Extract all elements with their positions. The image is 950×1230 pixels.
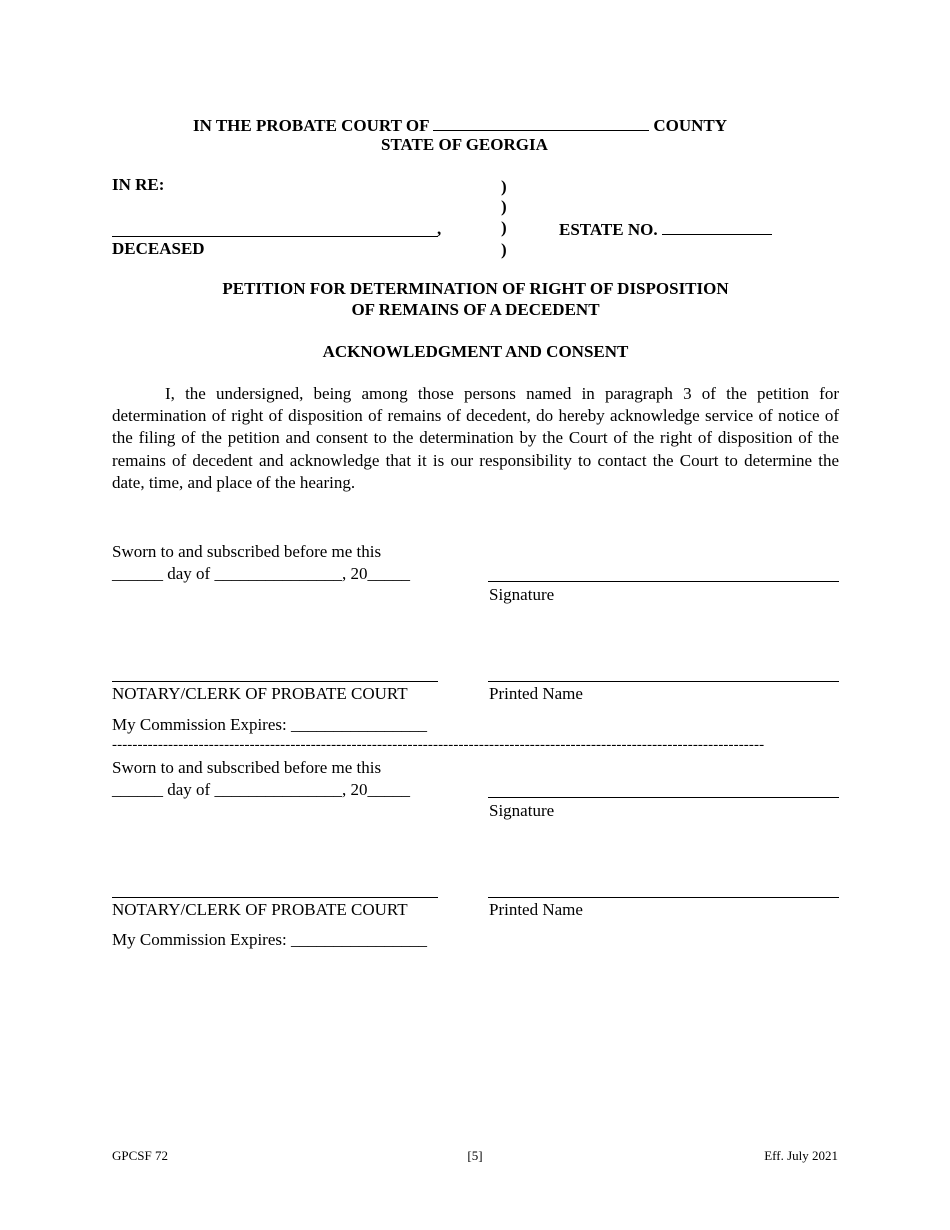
- caption-paren-3: ): [501, 218, 507, 237]
- dashed-separator: --------------------------------------------------------------------------------------------------------------------------------: [112, 737, 765, 753]
- form-id: GPCSF 72: [112, 1148, 168, 1163]
- day-of-line-1[interactable]: ______ day of _______________, 20_____: [112, 564, 410, 583]
- effective-date: Eff. July 2021: [764, 1148, 838, 1163]
- court-suffix: COUNTY: [653, 116, 728, 135]
- printed-name-line-2[interactable]: [488, 897, 839, 898]
- court-prefix: IN THE PROBATE COURT OF: [193, 116, 429, 135]
- petition-title-line2: OF REMAINS OF A DECEDENT: [351, 300, 600, 319]
- caption-paren-2: ): [501, 197, 507, 216]
- consent-paragraph: I, the undersigned, being among those persons named in paragraph 3 of the petition for determination of right of disposition of remains of decedent, do hereby acknowledge service of notice of the filing of the petition and consent to the determination by the Court of the right of disposition of the remains of decedent and acknowledge that it is our responsibility to contact the Court to determine the date, time, and place of the hearing.: [112, 384, 839, 492]
- estate-no-blank[interactable]: [662, 218, 772, 235]
- caption-paren-4: ): [501, 240, 507, 259]
- petition-title-line1: PETITION FOR DETERMINATION OF RIGHT OF DISPOSITION: [222, 279, 729, 298]
- caption-paren-1: ): [501, 177, 507, 196]
- state-heading: STATE OF GEORGIA: [381, 135, 548, 154]
- notary-signature-line-1[interactable]: [112, 681, 438, 682]
- court-heading: [193, 114, 727, 136]
- acknowledgment-title: ACKNOWLEDGMENT AND CONSENT: [322, 342, 629, 361]
- signature-label-1: Signature: [489, 585, 555, 604]
- page-number: [5]: [467, 1148, 483, 1163]
- in-re-label: IN RE:: [112, 175, 165, 194]
- commission-expires-1[interactable]: My Commission Expires: ________________: [112, 715, 427, 734]
- decedent-name-blank[interactable]: [112, 236, 438, 237]
- day-of-line-2[interactable]: ______ day of _______________, 20_____: [112, 780, 410, 799]
- printed-name-label-1: Printed Name: [489, 684, 583, 703]
- signature-line-2[interactable]: [488, 797, 839, 798]
- printed-name-label-2: Printed Name: [489, 900, 583, 919]
- printed-name-line-1[interactable]: [488, 681, 839, 682]
- notary-signature-line-2[interactable]: [112, 897, 438, 898]
- county-blank[interactable]: [433, 114, 649, 131]
- commission-expires-2[interactable]: My Commission Expires: ________________: [112, 930, 427, 949]
- deceased-label: DECEASED: [112, 239, 205, 258]
- signature-line-1[interactable]: [488, 581, 839, 582]
- sworn-text-1: Sworn to and subscribed before me this: [112, 542, 382, 561]
- notary-label-2: NOTARY/CLERK OF PROBATE COURT: [112, 900, 408, 919]
- estate-no-text: ESTATE NO.: [559, 220, 658, 239]
- signature-label-2: Signature: [489, 801, 555, 820]
- notary-label-1: NOTARY/CLERK OF PROBATE COURT: [112, 684, 408, 703]
- sworn-text-2: Sworn to and subscribed before me this: [112, 758, 382, 777]
- estate-no-label: [559, 218, 772, 240]
- decedent-comma: ,: [437, 219, 442, 238]
